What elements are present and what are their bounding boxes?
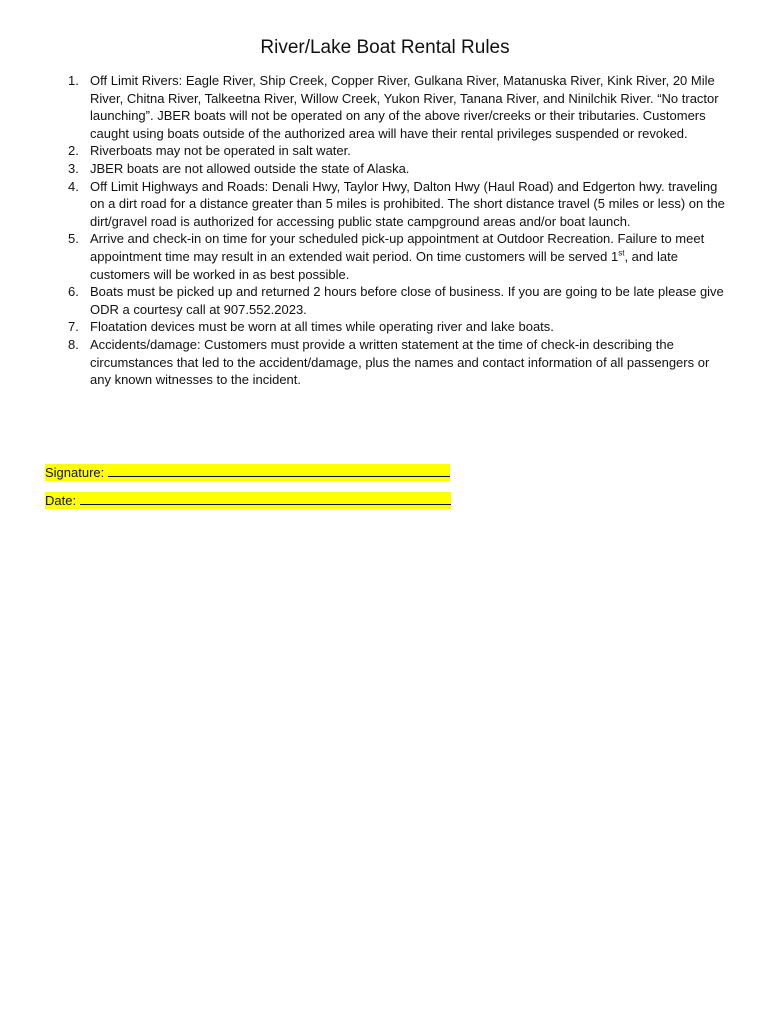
rule-number: 2. <box>68 143 79 159</box>
signature-line[interactable] <box>108 464 450 477</box>
ordinal-superscript: st <box>618 248 625 258</box>
rule-number: 4. <box>68 178 79 194</box>
date-field[interactable] <box>45 492 451 509</box>
rule-text: Floatation devices must be worn at all times while operating river and lake boats. <box>90 319 554 335</box>
signature-label: Signature: <box>45 465 108 480</box>
rule-number: 1. <box>68 73 79 88</box>
rule-number: 7. <box>68 319 79 335</box>
document-title: River/Lake Boat Rental Rules <box>260 37 510 58</box>
rule-text: Off Limit Highways and Roads: Denali Hwy, Taylor Hwy, Dalton Hwy (Haul Road) and Edgerton hwy. traveling on a dirt road for a distance greater than 5 miles is prohibited. The short distance travel (5 miles or less) on the dirt/gravel road is authorized for accessing public state campground areas and/or boat launch. <box>90 178 725 229</box>
rule-text <box>90 231 704 281</box>
rule-text: Boats must be picked up and returned 2 hours before close of business. If you are going to be late please give ODR a courtesy call at 907.552.2023. <box>90 284 724 317</box>
list-item <box>64 336 729 389</box>
list-item <box>64 160 729 178</box>
rules-list <box>64 72 729 389</box>
rule-text-part: , and late customers will be worked in as best possible. <box>90 248 678 282</box>
rule-text: Riverboats may not be operated in salt water. <box>90 143 351 159</box>
date-label: Date: <box>45 493 80 508</box>
rule-number: 6. <box>68 284 79 300</box>
rule-text: JBER boats are not allowed outside the state of Alaska. <box>90 160 410 176</box>
list-item <box>64 72 729 142</box>
list-item <box>64 318 729 336</box>
rule-number: 3. <box>68 160 79 176</box>
list-item <box>64 283 729 318</box>
list-item <box>64 142 729 160</box>
signature-field[interactable] <box>45 464 450 481</box>
rule-number: 8. <box>68 336 79 352</box>
rule-text-part: Arrive and check-in on time for your scheduled pick-up appointment at Outdoor Recreation. Failure to meet appointment time may result in an extended wait period. On time customers will be served 1 <box>90 231 705 264</box>
date-line[interactable] <box>80 492 451 505</box>
rule-text: Off Limit Rivers: Eagle River, Ship Creek, Copper River, Gulkana River, Matanuska River, Kink River, 20 Mile River, Chitna River, Talkeetna River, Willow Creek, Yukon River, Tanana River, and Ninilchik River. “No tractor launching”. JBER boats will not be operated on any of the above river/creeks or their tributaries. Customers caught using boats outside of the authorized area will have their rental privileges suspended or revoked. <box>90 73 719 141</box>
list-item <box>64 178 729 231</box>
list-item <box>64 230 729 283</box>
rule-text: Accidents/damage: Customers must provide a written statement at the time of check-in describing the circumstances that led to the accident/damage, plus the names and contact information of all passengers or any known witnesses to the incident. <box>90 336 710 388</box>
rule-number: 5. <box>68 231 79 247</box>
